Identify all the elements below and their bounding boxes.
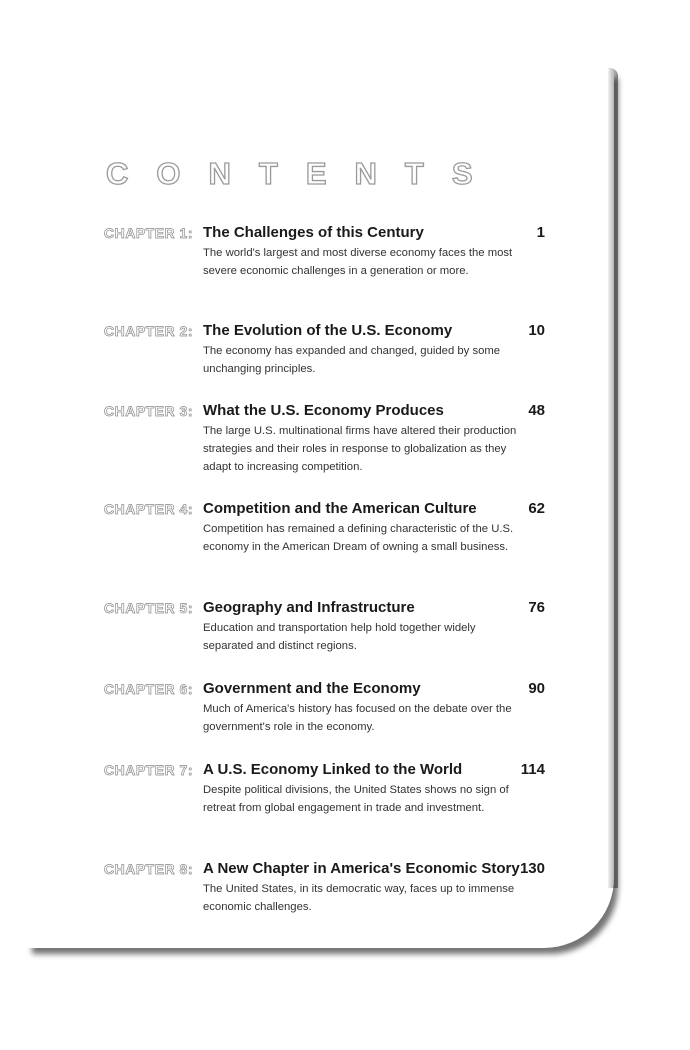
toc-entry-chapter-6[interactable] [100,680,555,761]
chapter-page-number: 130 [519,860,545,877]
toc-entry-chapter-2[interactable] [100,322,555,402]
chapter-title[interactable]: Geography and Infrastructure [203,599,415,616]
chapter-description: The economy has expanded and changed, guided by some unchanging principles. [203,345,501,375]
chapter-page-number: 90 [528,680,545,697]
chapter-description: The world's largest and most diverse economy faces the most severe economic challenges in a generation or more. [203,247,513,277]
chapter-label: CHAPTER 7: [104,762,194,778]
chapter-label: CHAPTER 2: [104,323,194,339]
chapter-title[interactable]: Government and the Economy [203,680,421,697]
toc-entry-chapter-8[interactable] [100,860,555,940]
chapter-title[interactable]: What the U.S. Economy Produces [203,402,444,419]
chapter-description: Education and transportation help hold together widely separated and distinct regions. [203,622,476,652]
chapter-title[interactable]: The Challenges of this Century [203,224,424,241]
chapter-label: CHAPTER 1: [104,225,194,241]
contents-heading: CONTENTS [106,156,501,191]
table-of-contents [100,224,555,940]
chapter-title[interactable]: Competition and the American Culture [203,500,477,517]
chapter-page-number: 48 [528,402,545,419]
chapter-title[interactable]: The Evolution of the U.S. Economy [203,322,453,339]
chapter-page-number: 114 [520,761,545,778]
chapter-page-number: 10 [528,322,545,339]
chapter-page-number: 62 [528,500,545,517]
chapter-page-number: 1 [536,224,545,241]
chapter-description: The United States, in its democratic way, faces up to immense economic challenges. [203,883,515,913]
chapter-title[interactable]: A New Chapter in America's Economic Story [203,860,520,877]
chapter-label: CHAPTER 6: [104,681,194,697]
chapter-description: Much of America's history has focused on the debate over the government's role in the economy. [203,703,512,733]
toc-entry-chapter-3[interactable] [100,402,555,500]
toc-entry-chapter-4[interactable] [100,500,555,599]
chapter-description: Competition has remained a defining characteristic of the U.S. economy in the American Dream of owning a small business. [203,523,514,553]
chapter-label: CHAPTER 5: [104,600,194,616]
toc-entry-chapter-5[interactable] [100,599,555,680]
chapter-label: CHAPTER 3: [104,403,194,419]
chapter-description: The large U.S. multinational firms have altered their production strategies and their roles in response to globalization as they adapt to increasing competition. [203,425,517,473]
chapter-label: CHAPTER 4: [104,501,194,517]
toc-entry-chapter-7[interactable] [100,761,555,860]
chapter-title[interactable]: A U.S. Economy Linked to the World [203,761,463,778]
chapter-description: Despite political divisions, the United States shows no sign of retreat from global engagement in trade and investment. [203,784,509,814]
toc-entry-chapter-1[interactable] [100,224,555,322]
chapter-label: CHAPTER 8: [104,861,194,877]
chapter-page-number: 76 [528,599,545,616]
